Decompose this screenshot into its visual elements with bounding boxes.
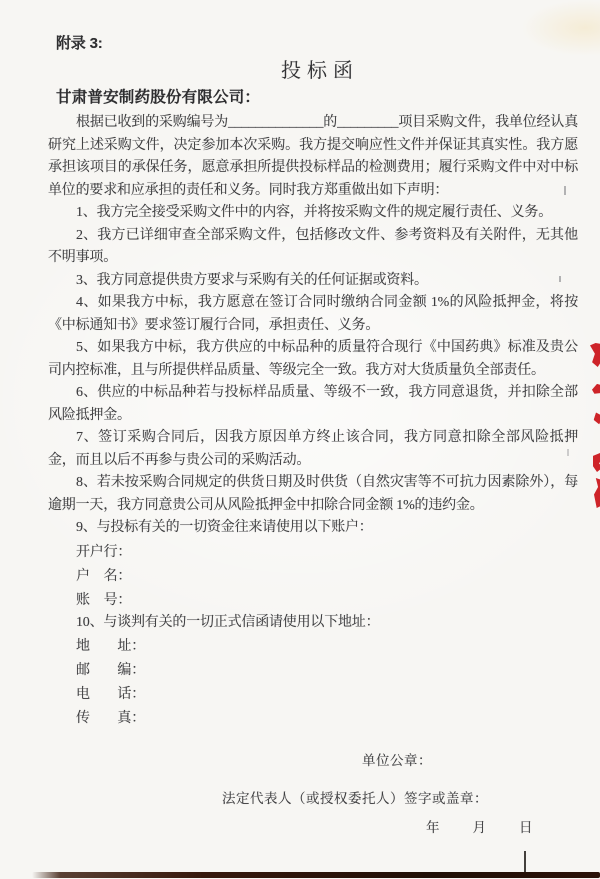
appendix-label: 附录 3: [56,35,103,52]
scan-edge-tick [524,851,526,873]
salutation: 甘肃普安制药股份有限公司： [56,89,261,106]
address-field-fax: 传 真： [76,711,145,726]
bank-field-account-number: 账 号： [76,592,132,608]
bank-field-account-name: 户 名： [76,568,132,584]
clause-4: 4、如果我方中标，我方愿意在签订合同时缴纳合同金额 1%的风险抵押金，将按《中标通知书》要求签订履行合同，承担责任、义务。 [48,295,578,333]
scan-noise-mark [567,449,569,456]
bank-field-opening-bank: 开户行： [76,544,132,560]
clause-3: 3、我方同意提供贵方要求与采购有关的任何证据或资料。 [76,272,428,288]
clause-10: 10、与谈判有关的一切正式信函请使用以下地址： [76,614,380,630]
clause-9: 9、与投标有关的一切资金往来请使用以下账户： [76,520,373,535]
clause-7: 7、签订采购合同后，因我方原因单方终止该合同，我方同意扣除全部风险抵押金，而且以后不再参与贵公司的采购活动。 [48,430,578,468]
address-field-phone: 电 话： [76,687,145,702]
clause-5: 5、如果我方中标，我方供应的中标品种的质量符合现行《中国药典》标准及贵公司内控标准，且与所提供样品质量、等级完全一致。我方对大货质量负全部责任。 [48,340,578,378]
clause-2: 2、我方已详细审查全部采购文件，包括修改文件、参考资料及有关附件，无其他不明事项。 [48,227,578,265]
scan-edge-shadow [32,872,600,878]
intro-paragraph: 根据已收到的采购编号为______________的_________项目采购文件，我单位经认真研究上述采购文件，决定参加本次采购。我方提交响应性文件并保证其真实性。我方愿承担该项目的承保任务，愿意承担所提供投标样品的检测费用；履行采购文件中对中标单位的要求和应承担的责任和义务。同时我方郑重做出如下声明： [48,115,578,198]
scan-noise-mark [559,276,561,282]
clause-8: 8、若未按采购合同规定的供货日期及时供货（自然灾害等不可抗力因素除外），每逾期一天，我方同意贵公司从风险抵押金中扣除合同金额 1%的违约金。 [48,475,578,513]
date-label: 年 月 日 [426,820,535,835]
address-field-address: 地 址： [76,639,145,654]
document-title: 投标函 [281,60,359,82]
clause-6: 6、供应的中标品种若与投标样品质量、等级不一致，我方同意退货，并扣除全部风险抵押金。 [48,385,578,423]
address-field-postcode: 邮 编： [76,663,145,678]
company-seal-label: 单位公章： [362,753,432,768]
clause-1: 1、我方完全接受采购文件中的内容，并将按采购文件的规定履行责任、义务。 [76,205,552,220]
scan-noise-mark [564,186,566,195]
representative-signature-label: 法定代表人（或授权委托人）签字或盖章： [222,791,488,806]
